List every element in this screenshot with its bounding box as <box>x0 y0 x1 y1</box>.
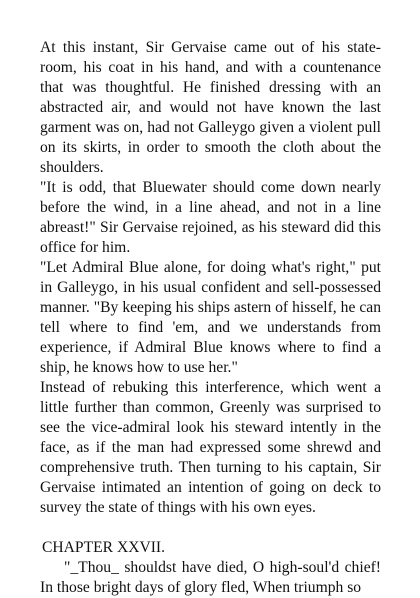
paragraph: Instead of rebuking this interference, which went a little further than common, Greenly was surprised to see the vice-admiral look his steward intently in the face, as if the man had expressed some shrewd and comprehensive truth. Then turning to his captain, Sir Gervaise intimated an intention of going on deck to survey the state of things with his own eyes. <box>40 379 381 516</box>
paragraph: At this instant, Sir Gervaise came out of his state-room, his coat in his hand, and with a countenance that was thoughtful. He finished dressing with an abstracted air, and would not have known the last garment was on, had not Galleygo given a violent pull on its skirts, in order to smooth the cloth about the shoulders. <box>40 39 381 176</box>
paragraph: "It is odd, that Bluewater should come down nearly before the wind, in a line ahead, and not in a line abreast!" Sir Gervaise rejoined, as his steward did this office for him. <box>40 179 381 256</box>
page-text <box>40 38 381 598</box>
paragraph: "Let Admiral Blue alone, for doing what's right," put in Galleygo, in his usual confident and sell-possessed manner. "By keeping his ships astern of hisself, he can tell where to find 'em, and we understands from experience, if Admiral Blue knows where to find a ship, he knows how to use her." <box>40 259 381 376</box>
chapter-heading: CHAPTER XXVII. <box>42 539 166 556</box>
poem-epigraph: "_Thou_ shouldst have died, O high-soul'd chief! In those bright days of glory fled, When triumph so <box>40 559 381 596</box>
